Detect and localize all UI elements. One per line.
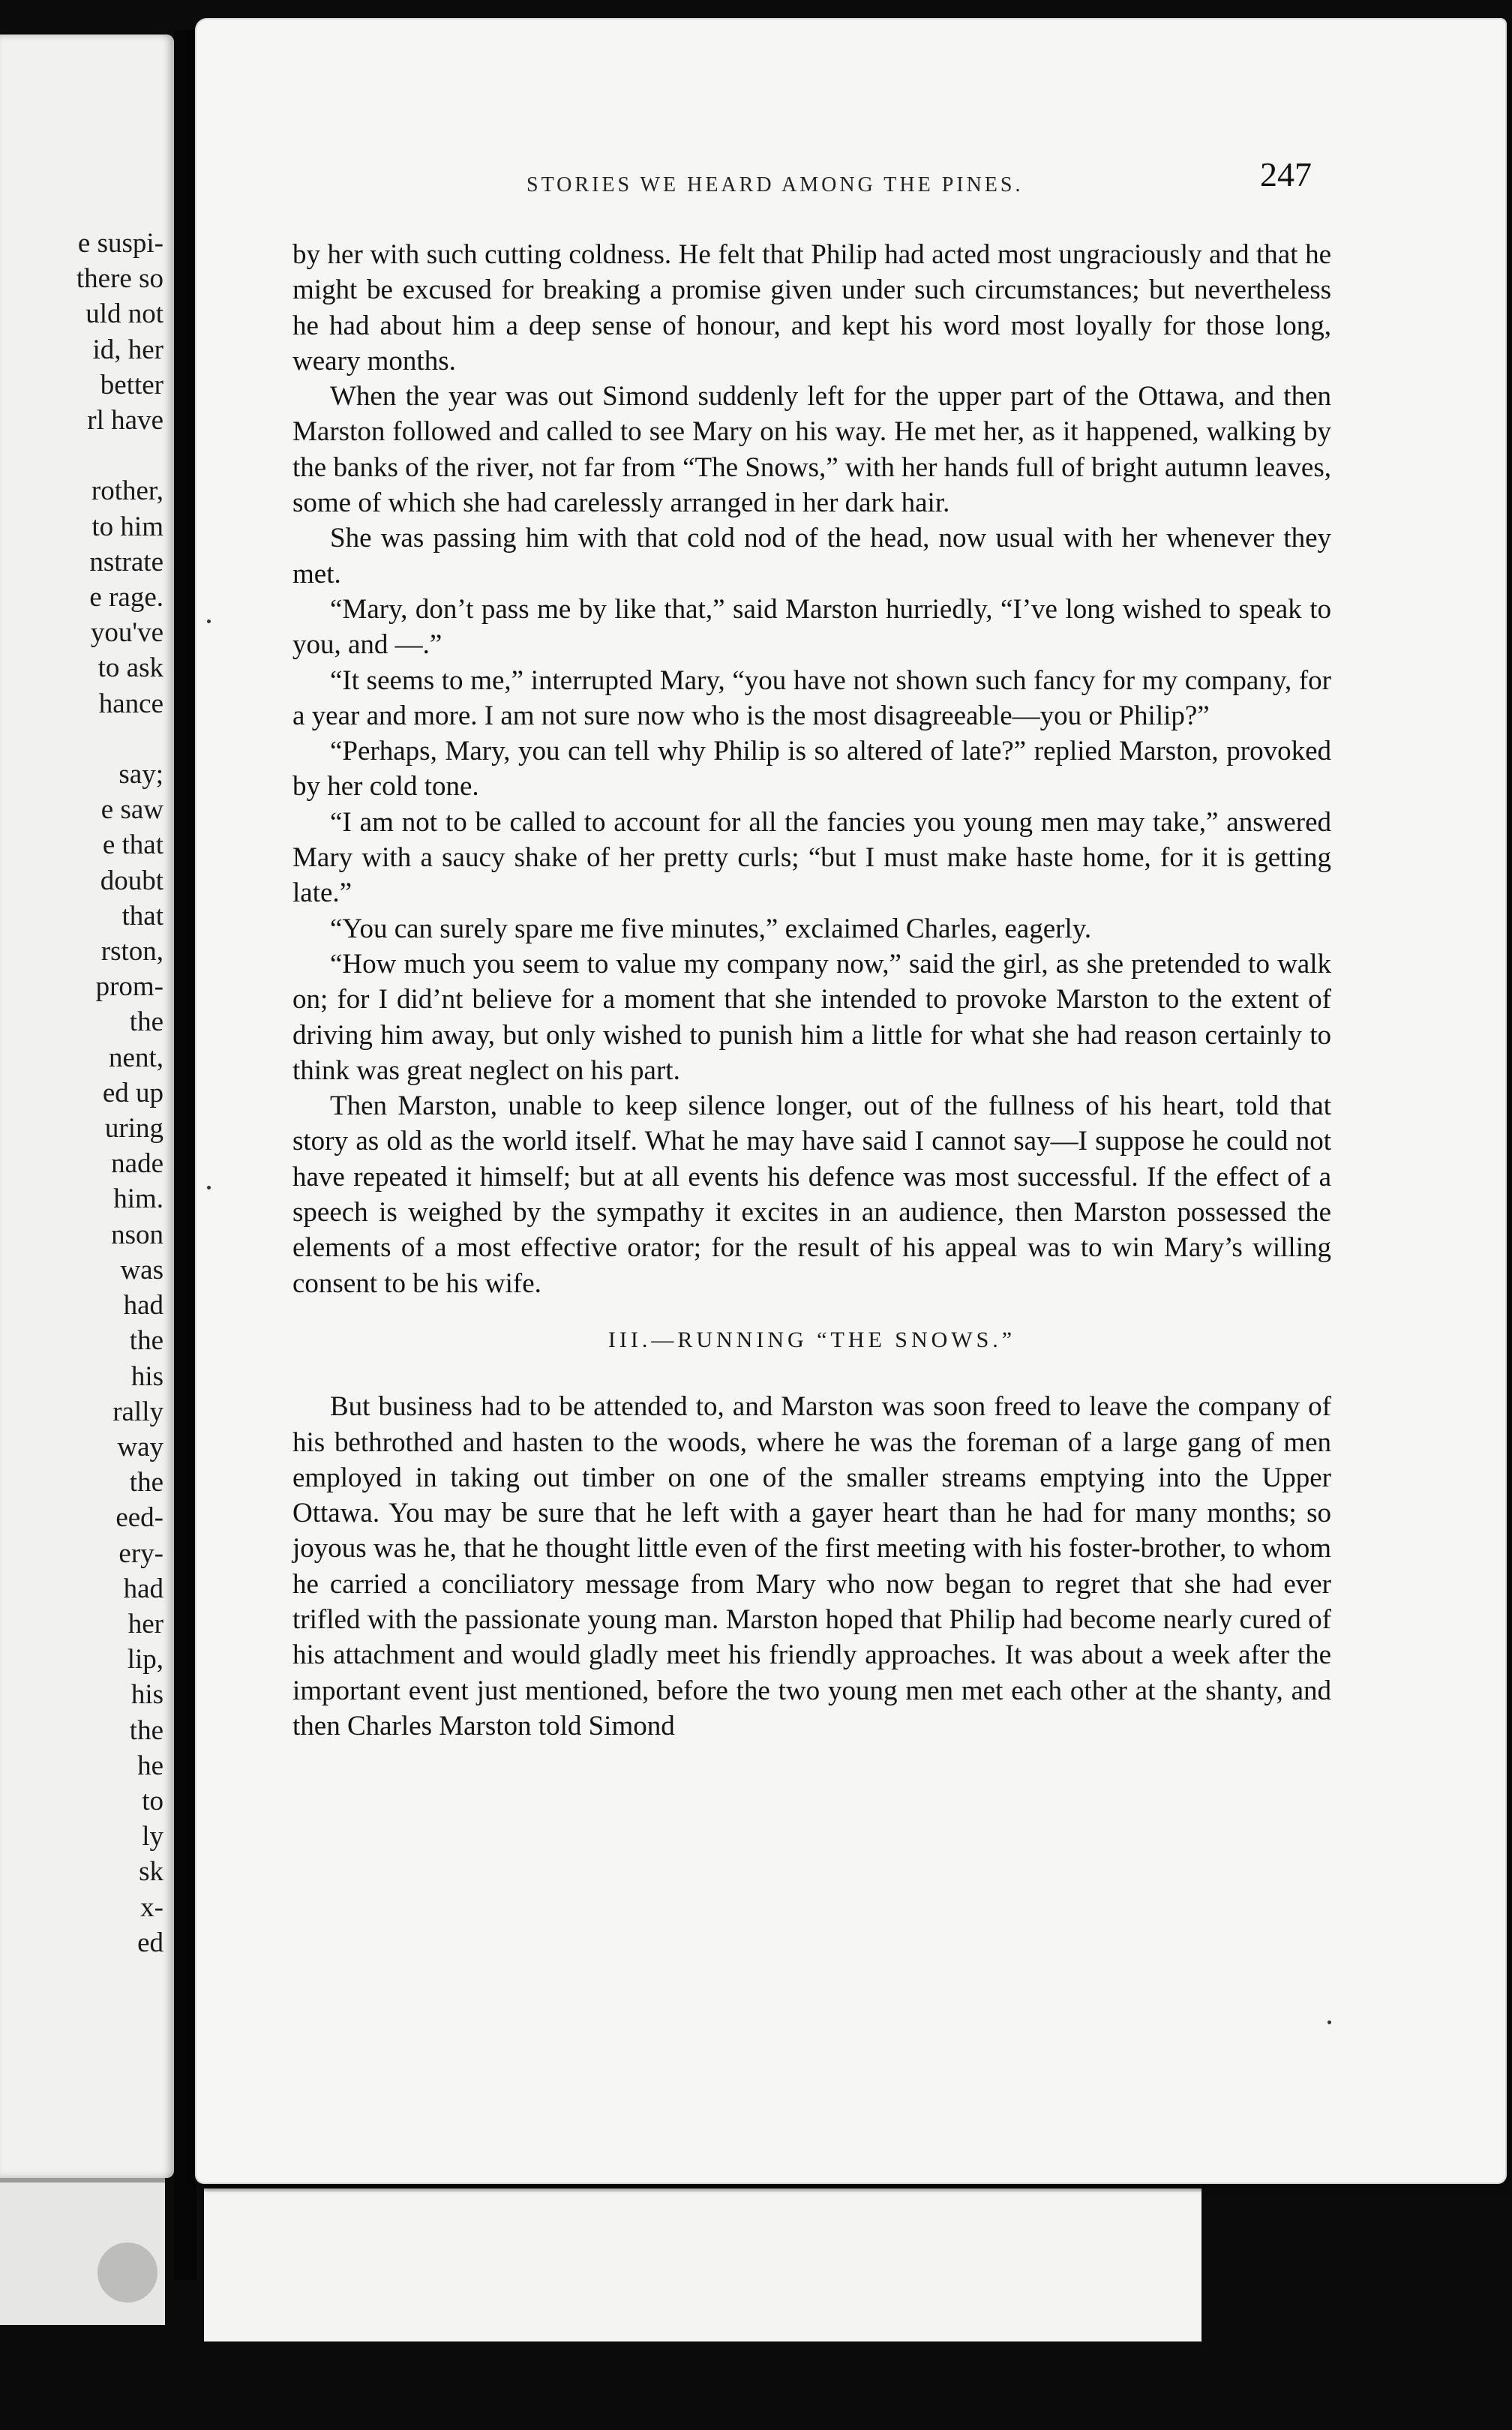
facing-page-line: e rage.	[89, 582, 164, 614]
facing-page-line	[76, 722, 164, 757]
paragraph: “It seems to me,” interrupted Mary, “you have not shown such fancy for my company, for a year and more. I am not sure now who is the most disagreeable—you or Philip?”	[292, 664, 1331, 731]
facing-page-line: her	[128, 1608, 164, 1640]
facing-page-line: ly	[142, 1821, 164, 1852]
facing-page-fragment	[0, 34, 174, 2178]
facing-page-line: ed up	[102, 1077, 164, 1108]
facing-page-line: rl have	[87, 405, 164, 436]
facing-page-line: the	[129, 1325, 164, 1357]
facing-page-line: the	[129, 1467, 164, 1498]
facing-page-line: his	[130, 1360, 164, 1392]
facing-page-line: hance	[98, 688, 164, 719]
facing-page-line: x-	[140, 1892, 164, 1923]
facing-page-line: sk	[139, 1856, 164, 1888]
book-gutter	[174, 30, 196, 2280]
facing-page-line: his	[130, 1679, 164, 1711]
facing-page-line: nent,	[109, 1042, 164, 1073]
facing-page-line: lip,	[127, 1644, 164, 1676]
facing-page-line: to ask	[98, 652, 164, 684]
facing-page-line: say;	[118, 759, 164, 790]
facing-page-line: there so	[76, 263, 164, 295]
paragraph: When the year was out Simond suddenly left for the upper part of the Ottawa, and then Marston followed and called to see Mary on his way. He met her, as it happened, walking by the banks of the river, not far from “The Snows,” with her hands full of bright autumn leaves, some of which she had carelessly arranged in her dark hair.	[292, 381, 1331, 519]
facing-page-line: e that	[102, 830, 164, 861]
facing-page-text	[76, 226, 164, 1960]
facing-page-line: e suspi-	[77, 228, 164, 259]
print-speck	[207, 1186, 211, 1190]
facing-page-line: e saw	[100, 794, 164, 826]
page-number: 247	[1260, 155, 1312, 194]
facing-page-line: him.	[113, 1184, 164, 1215]
facing-page-line: way	[117, 1431, 164, 1462]
paragraph: “Mary, don’t pass me by like that,” said Marston hurriedly, “I’ve long wished to speak to you, and —.”	[292, 593, 1331, 661]
book-page	[196, 20, 1505, 2182]
paragraph: Then Marston, unable to keep silence longer, out of the fullness of his heart, told that story as old as the world itself. What he may have said I cannot say—I suppose he could not have repeated it himself; but at all events his defence was most successful. If the effect of a speech is weighed by the sympathy it excites in an audience, then Marston possessed the elements of a most effective orator; for the result of his appeal was to win Mary’s willing consent to be his wife.	[292, 1090, 1331, 1299]
page-body	[292, 237, 1331, 1744]
facing-page-line: nson	[111, 1219, 164, 1250]
facing-page-line: ery-	[118, 1538, 164, 1569]
paragraph: “You can surely spare me five minutes,” exclaimed Charles, eagerly.	[330, 913, 1092, 944]
facing-page-line: uring	[104, 1113, 164, 1144]
paragraph: by her with such cutting coldness. He felt that Philip had acted most ungraciously and that he might be excused for breaking a promise given under such circumstances; but nevertheless he had about him a deep sense of honour, and kept his word most loyally for those long, weary months.	[292, 239, 1331, 376]
facing-page-line: he	[137, 1750, 164, 1781]
facing-page-line: had	[123, 1573, 164, 1604]
facing-page-line: rston,	[100, 936, 164, 968]
paragraph: But business had to be attended to, and Marston was soon freed to leave the company of his bethrothed and hasten to the woods, where he was the foreman of a large gang of men employed in taking out timber on one of the smaller streams emptying into the Upper Ottawa. You may be sure that he left with a gayer heart than he had for many months; so joyous was he, that he thought little even of the first meeting with his foster-brother, to whom he carried a conciliatory message from Mary who now began to regret that she had ever trifled with the passionate young man. Marston hoped that Philip had become nearly cured of his attachment and would gladly meet his friendly approaches. It was about a week after the important event just mentioned, before the two young men met each other at the shanty, and then Charles Marston told Simond	[292, 1391, 1332, 1742]
binding-knob	[98, 2242, 158, 2302]
paragraph: “I am not to be called to account for all the fancies you young men may take,” answered Mary with a saucy shake of her pretty curls; “but I must make haste home, for it is getting late.”	[292, 806, 1331, 909]
paragraph: She was passing him with that cold nod of the head, now usual with her whenever they met.	[292, 523, 1331, 590]
facing-page-line: rally	[112, 1396, 164, 1427]
facing-page-line: id, her	[92, 334, 164, 365]
print-speck	[207, 620, 211, 623]
facing-page-line	[76, 438, 164, 473]
facing-page-line: to	[142, 1785, 164, 1816]
facing-page-line: had	[123, 1290, 164, 1322]
section-heading: III.—RUNNING “THE SNOWS.”	[608, 1327, 1016, 1352]
facing-page-line: the	[129, 1714, 164, 1746]
facing-page-line: prom-	[95, 971, 164, 1003]
facing-page-line: eed-	[116, 1502, 164, 1534]
facing-page-line: ed	[137, 1927, 164, 1958]
facing-page-line: better	[100, 369, 164, 400]
facing-page-line: that	[122, 900, 164, 932]
facing-page-line: uld not	[86, 298, 164, 330]
paragraph: “Perhaps, Mary, you can tell why Philip is so altered of late?” replied Marston, provoked by her cold tone.	[292, 736, 1331, 802]
facing-page-line: to him	[92, 511, 164, 542]
facing-page-line: was	[120, 1254, 164, 1286]
lower-page-strip-left	[0, 2178, 165, 2325]
print-speck	[1328, 2020, 1331, 2024]
facing-page-line: you've	[90, 617, 164, 649]
facing-page-line: the	[129, 1006, 164, 1038]
facing-page-line: nstrate	[89, 546, 164, 578]
lower-page-strip	[204, 2188, 1202, 2342]
paragraph: “How much you seem to value my company now,” said the girl, as she pretended to walk on; for I did’nt believe for a moment that she intended to provoke Marston to the extent of driving him away, but only wished to punish him a little for what she had reason certainly to think was great neglect on his part.	[292, 948, 1331, 1086]
facing-page-line: doubt	[100, 865, 164, 896]
facing-page-line: nade	[111, 1148, 164, 1180]
facing-page-line: rother,	[91, 476, 164, 507]
running-head: STORIES WE HEARD AMONG THE PINES.	[526, 173, 1024, 196]
